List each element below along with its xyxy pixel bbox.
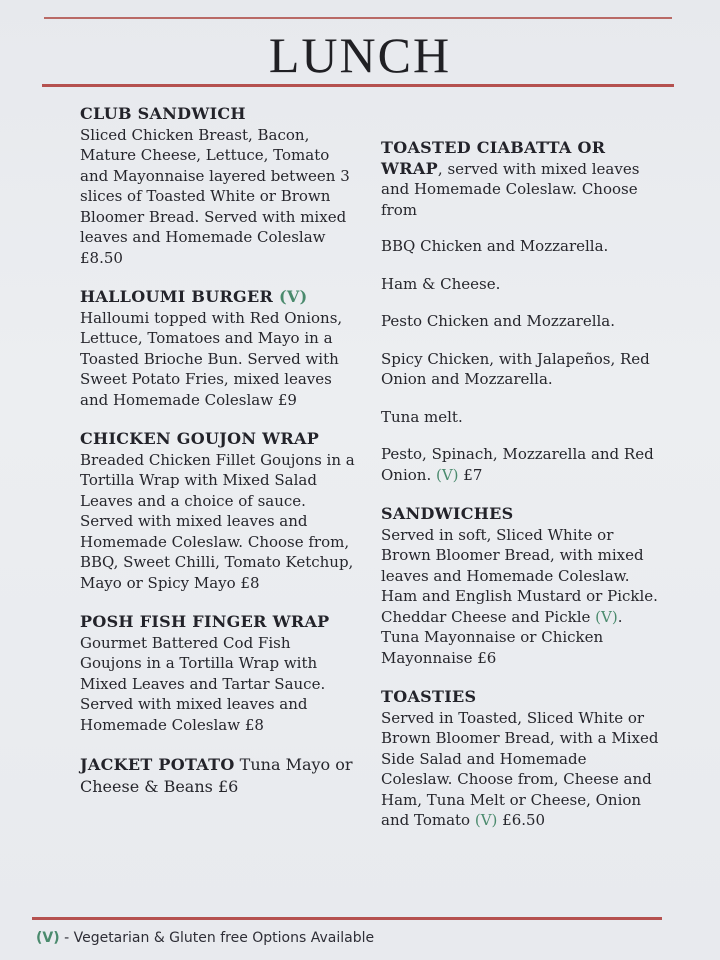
ciabatta-option: Tuna melt. (381, 407, 463, 426)
ciabatta-intro-text: , served with mixed leaves and Homemade Coleslaw. Choose from (381, 159, 640, 219)
ciabatta-option: BBQ Chicken and Mozzarella. (381, 237, 609, 255)
ciabatta-section (381, 138, 661, 485)
menu-title: LUNCH (268, 27, 452, 83)
sandwiches-text-b: . Tuna Mayonnaise or Chicken Mayonnaise £6 (381, 607, 623, 667)
footer-text: - Vegetarian & Gluten free Options Available (59, 930, 375, 946)
left-column (80, 104, 355, 817)
ciabatta-price: £7 (458, 465, 483, 484)
veg-tag: (V) (36, 930, 60, 946)
veg-tag: (V) (435, 465, 459, 484)
jacket-potato-section (80, 754, 355, 798)
sandwiches-text-a: Served in soft, Sliced White or Brown Bloomer Bread, with mixed leaves and Homemade Coleslaw. Ham and English Mustard or Pickle. Cheddar Cheese and Pickle (381, 525, 658, 626)
chicken-goujon-section (80, 429, 355, 593)
sandwiches-description (381, 525, 661, 669)
ciabatta-intro (381, 138, 661, 220)
toasties-text-b: £6.50 (497, 811, 546, 829)
sandwiches-heading: SANDWICHES (381, 504, 514, 523)
jacket-potato-heading: JACKET POTATO (80, 755, 235, 774)
halloumi-heading-text: HALLOUMI BURGER (80, 287, 274, 306)
footer-note (36, 930, 374, 946)
fish-finger-heading: POSH FISH FINGER WRAP (80, 612, 330, 631)
right-column (381, 138, 661, 850)
toasties-section (381, 687, 661, 831)
toasties-heading: TOASTIES (381, 687, 477, 706)
ciabatta-last-option (381, 444, 661, 485)
halloumi-burger-description: Halloumi topped with Red Onions, Lettuce, Tomatoes and Mayo in a Toasted Brioche Bun. Served with Sweet Potato Fries, mixed leaves and Homemade Coleslaw £9 (80, 308, 343, 409)
fish-finger-section (80, 612, 355, 735)
top-rule (44, 17, 672, 19)
club-sandwich-description: Sliced Chicken Breast, Bacon, Mature Cheese, Lettuce, Tomato and Mayonnaise layered between 3 slices of Toasted White or Brown Bloomer Bread. Served with mixed leaves and Homemade Coleslaw £8.50 (80, 125, 350, 267)
fish-finger-description: Gourmet Battered Cod Fish Goujons in a Tortilla Wrap with Mixed Leaves and Tartar Sauce. Served with mixed leaves and Homemade Coleslaw £8 (80, 633, 326, 734)
club-sandwich-heading: CLUB SANDWICH (80, 104, 246, 123)
chicken-goujon-heading: CHICKEN GOUJON WRAP (80, 429, 320, 448)
ciabatta-option: Spicy Chicken, with Jalapeños, Red Onion and Mozzarella. (381, 349, 650, 388)
sandwiches-section (381, 504, 661, 668)
ciabatta-last-option-text: Pesto, Spinach, Mozzarella and Red Onion. (381, 445, 654, 484)
halloumi-burger-heading (80, 287, 355, 308)
footer-rule (32, 917, 662, 920)
veg-tag: (V) (279, 287, 308, 306)
veg-tag: (V) (474, 811, 498, 829)
veg-tag: (V) (595, 607, 618, 626)
ciabatta-heading: TOASTED CIABATTA OR WRAP (381, 138, 606, 178)
toasties-description (381, 708, 661, 831)
jacket-potato-description: Tuna Mayo or Cheese & Beans £6 (80, 755, 353, 796)
ciabatta-option: Ham & Cheese. (381, 274, 501, 293)
chicken-goujon-description: Breaded Chicken Fillet Goujons in a Tortilla Wrap with Mixed Salad Leaves and a choice of sauce. Served with mixed leaves and Homemade Coleslaw. Choose from, BBQ, Sweet Chilli, Tomato Ketchup, Mayo or Spicy Mayo £8 (80, 450, 355, 592)
halloumi-burger-section (80, 287, 355, 410)
club-sandwich-section (80, 104, 355, 268)
ciabatta-option: Pesto Chicken and Mozzarella. (381, 312, 616, 330)
toasties-text-a: Served in Toasted, Sliced White or Brown Bloomer Bread, with a Mixed Side Salad and Homemade Coleslaw. Choose from, Cheese and Ham, Tuna Melt or Cheese, Onion and Tomato (381, 708, 659, 829)
title-rule (42, 84, 674, 87)
